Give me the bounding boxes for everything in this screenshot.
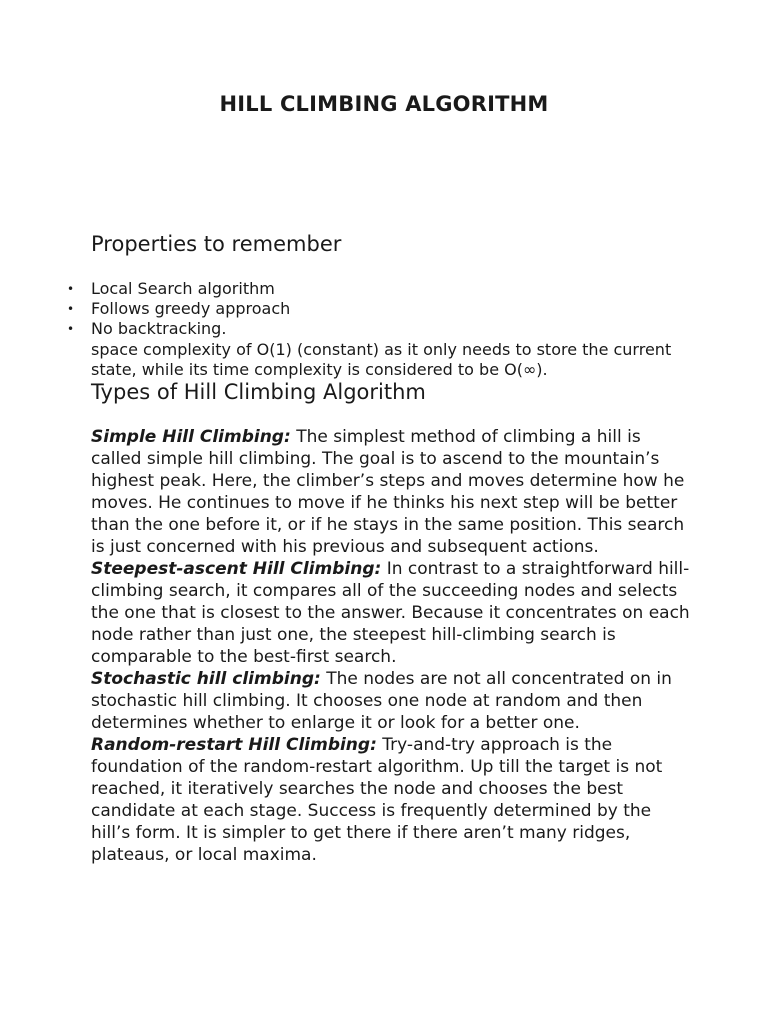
type-paragraph [91, 668, 691, 734]
type-paragraph [91, 734, 691, 866]
list-item-text: Local Search algorithm [91, 279, 275, 298]
list-item [67, 299, 691, 319]
type-description: Try-and-try approach is the foundation of the random-restart algorithm. Up till the target is not reached, it iteratively searches the node and chooses the best candidate at each stage. Success is frequently determined by the hill’s form. It is simpler to get there if there aren’t many ridges, plateaus, or local maxima. [91, 735, 663, 865]
type-name: Stochastic hill climbing: [91, 669, 321, 689]
complexity-note: space complexity of O(1) (constant) as it only needs to store the current state, while its time complexity is considered to be O(∞). [91, 340, 672, 379]
bullet-icon: • [67, 282, 75, 296]
list-item [67, 279, 691, 299]
properties-list [67, 279, 691, 339]
list-item-text: Follows greedy approach [91, 299, 291, 318]
type-name: Random-restart Hill Climbing: [91, 735, 377, 755]
type-paragraph [91, 426, 691, 558]
type-name: Simple Hill Climbing: [91, 427, 291, 447]
document-title: HILL CLIMBING ALGORITHM [219, 92, 549, 116]
type-description: In contrast to a straightforward hill-climbing search, it compares all of the succeeding nodes and selects the one that is closest to the answer. Because it concentrates on each node rather than just one, the steepest hill-climbing search is comparable to the best-first search. [91, 559, 690, 667]
type-description: The simplest method of climbing a hill is called simple hill climbing. The goal is to ascend to the mountain’s highest peak. Here, the climber’s steps and moves determine how he moves. He continues to move if he thinks his next step will be better than the one before it, or if he stays in the same position. This search is just concerned with his previous and subsequent actions. [91, 427, 685, 557]
type-name: Steepest-ascent Hill Climbing: [91, 559, 382, 579]
list-item [67, 319, 691, 339]
type-paragraph [91, 558, 691, 668]
list-item-text: No backtracking. [91, 319, 227, 338]
types-body [91, 426, 691, 866]
type-description: The nodes are not all concentrated on in stochastic hill climbing. It chooses one node at random and then determines whether to enlarge it or look for a better one. [91, 669, 672, 733]
bullet-icon: • [67, 322, 75, 336]
types-heading: Types of Hill Climbing Algorithm [91, 380, 426, 404]
properties-heading: Properties to remember [91, 232, 342, 256]
bullet-icon: • [67, 302, 75, 316]
